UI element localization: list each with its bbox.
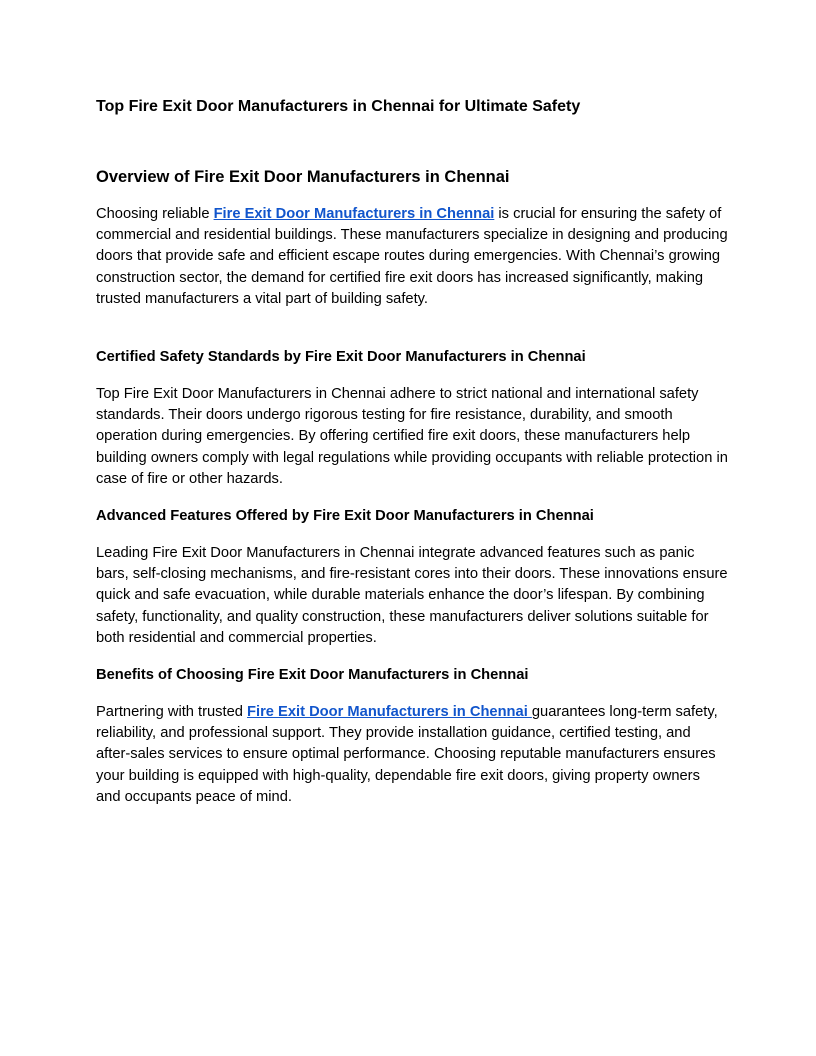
overview-heading: Overview of Fire Exit Door Manufacturers in Chennai <box>96 168 510 186</box>
certified-heading: Certified Safety Standards by Fire Exit Door Manufacturers in Chennai <box>96 349 586 365</box>
benefits-text-after-link: guarantees long-term safety, reliability, and professional support. They provide installation guidance, certified testing, and after-sales services to ensure optimal performance. Choosing reputable manufacturers ensures your building is equipped with high-quality, dependable fire exit doors, giving property owners and occupants peace of mind. <box>96 704 718 805</box>
document-title: Top Fire Exit Door Manufacturers in Chennai for Ultimate Safety <box>96 98 581 115</box>
overview-paragraph <box>96 204 728 310</box>
advanced-heading: Advanced Features Offered by Fire Exit Door Manufacturers in Chennai <box>96 508 594 524</box>
benefits-text-before-link: Partnering with trusted <box>96 704 248 720</box>
benefits-manufacturers-link[interactable]: Fire Exit Door Manufacturers in Chennai <box>247 704 532 720</box>
overview-text-before-link: Choosing reliable <box>96 206 214 222</box>
certified-paragraph: Top Fire Exit Door Manufacturers in Chennai adhere to strict national and international safety standards. Their doors undergo rigorous testing for fire resistance, durability, and smooth operation during emergencies. By offering certified fire exit doors, these manufacturers help building owners comply with legal regulations while providing occupants with reliable protection in case of fire or other hazards. <box>96 386 728 487</box>
overview-manufacturers-link[interactable]: Fire Exit Door Manufacturers in Chennai <box>213 206 495 222</box>
overview-text-after-link: is crucial for ensuring the safety of commercial and residential buildings. These manufacturers specialize in designing and producing doors that provide safe and efficient escape routes during emergencies. With Chennai’s growing construction sector, the demand for certified fire exit doors has increased significantly, making trusted manufacturers a vital part of building safety. <box>96 206 728 307</box>
benefits-heading: Benefits of Choosing Fire Exit Door Manufacturers in Chennai <box>96 667 529 683</box>
advanced-paragraph: Leading Fire Exit Door Manufacturers in Chennai integrate advanced features such as panic bars, self-closing mechanisms, and fire-resistant cores into their doors. These innovations ensure quick and safe evacuation, while durable materials enhance the door’s lifespan. By combining safety, functionality, and quality construction, these manufacturers deliver solutions suitable for both residential and commercial properties. <box>96 545 728 646</box>
benefits-paragraph <box>96 702 728 808</box>
